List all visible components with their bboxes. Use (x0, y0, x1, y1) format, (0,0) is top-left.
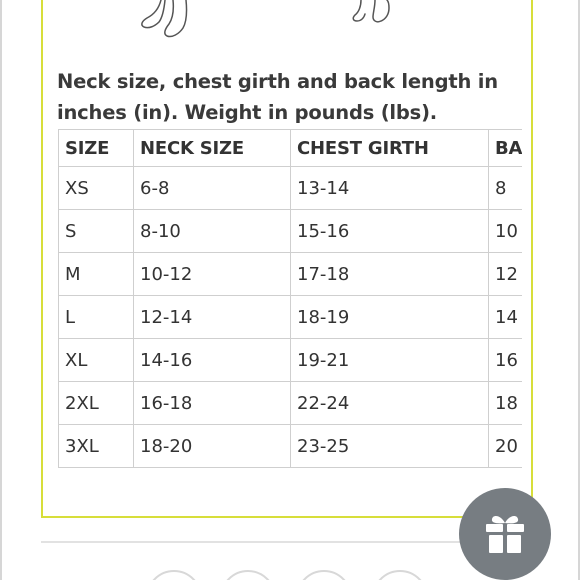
cell-size: 3XL (59, 425, 134, 468)
table-row (59, 253, 523, 296)
table-row (59, 382, 523, 425)
table-row (59, 339, 523, 382)
cell-size: XL (59, 339, 134, 382)
bottom-action-circle[interactable] (296, 570, 352, 580)
left-edge-divider (0, 0, 2, 580)
header-size: SIZE (59, 130, 134, 167)
bottom-action-circle[interactable] (220, 570, 276, 580)
table-row (59, 167, 523, 210)
cell-size: 2XL (59, 382, 134, 425)
cell-chest-girth: 19-21 (291, 339, 489, 382)
cell-chest-girth: 23-25 (291, 425, 489, 468)
cell-size: XS (59, 167, 134, 210)
size-table (58, 129, 522, 468)
size-table-scroll[interactable] (58, 129, 522, 479)
cell-chest-girth: 17-18 (291, 253, 489, 296)
cell-neck-size: 10-12 (134, 253, 291, 296)
cell-neck-size: 8-10 (134, 210, 291, 253)
cell-neck-size: 18-20 (134, 425, 291, 468)
table-row (59, 296, 523, 339)
bottom-action-circle[interactable] (146, 570, 202, 580)
gift-button[interactable] (459, 488, 551, 580)
section-divider (41, 541, 491, 543)
cell-back-length: 18 (489, 382, 523, 425)
size-chart-card (41, 0, 533, 518)
bottom-action-circle[interactable] (372, 570, 428, 580)
cell-back-length: 12 (489, 253, 523, 296)
cell-chest-girth: 18-19 (291, 296, 489, 339)
cell-size: M (59, 253, 134, 296)
table-row (59, 210, 523, 253)
cell-neck-size: 16-18 (134, 382, 291, 425)
cell-neck-size: 6-8 (134, 167, 291, 210)
cell-chest-girth: 22-24 (291, 382, 489, 425)
header-chest-girth: CHEST GIRTH (291, 130, 489, 167)
gift-icon (483, 513, 527, 555)
cell-back-length: 10 (489, 210, 523, 253)
cell-neck-size: 12-14 (134, 296, 291, 339)
caption-line-1: Neck size, chest girth and back length in (57, 70, 498, 93)
cell-size: L (59, 296, 134, 339)
header-back-length: BA (489, 130, 523, 167)
table-row (59, 425, 523, 468)
cell-chest-girth: 15-16 (291, 210, 489, 253)
cell-neck-size: 14-16 (134, 339, 291, 382)
cell-back-length: 14 (489, 296, 523, 339)
cell-back-length: 8 (489, 167, 523, 210)
cell-size: S (59, 210, 134, 253)
cell-chest-girth: 13-14 (291, 167, 489, 210)
caption-line-2: inches (in). Weight in pounds (lbs). (57, 101, 438, 124)
dog-legs-illustration (43, 0, 535, 44)
table-header-row (59, 130, 523, 167)
cell-back-length: 20 (489, 425, 523, 468)
header-neck-size: NECK SIZE (134, 130, 291, 167)
size-chart-caption (57, 66, 507, 128)
cell-back-length: 16 (489, 339, 523, 382)
